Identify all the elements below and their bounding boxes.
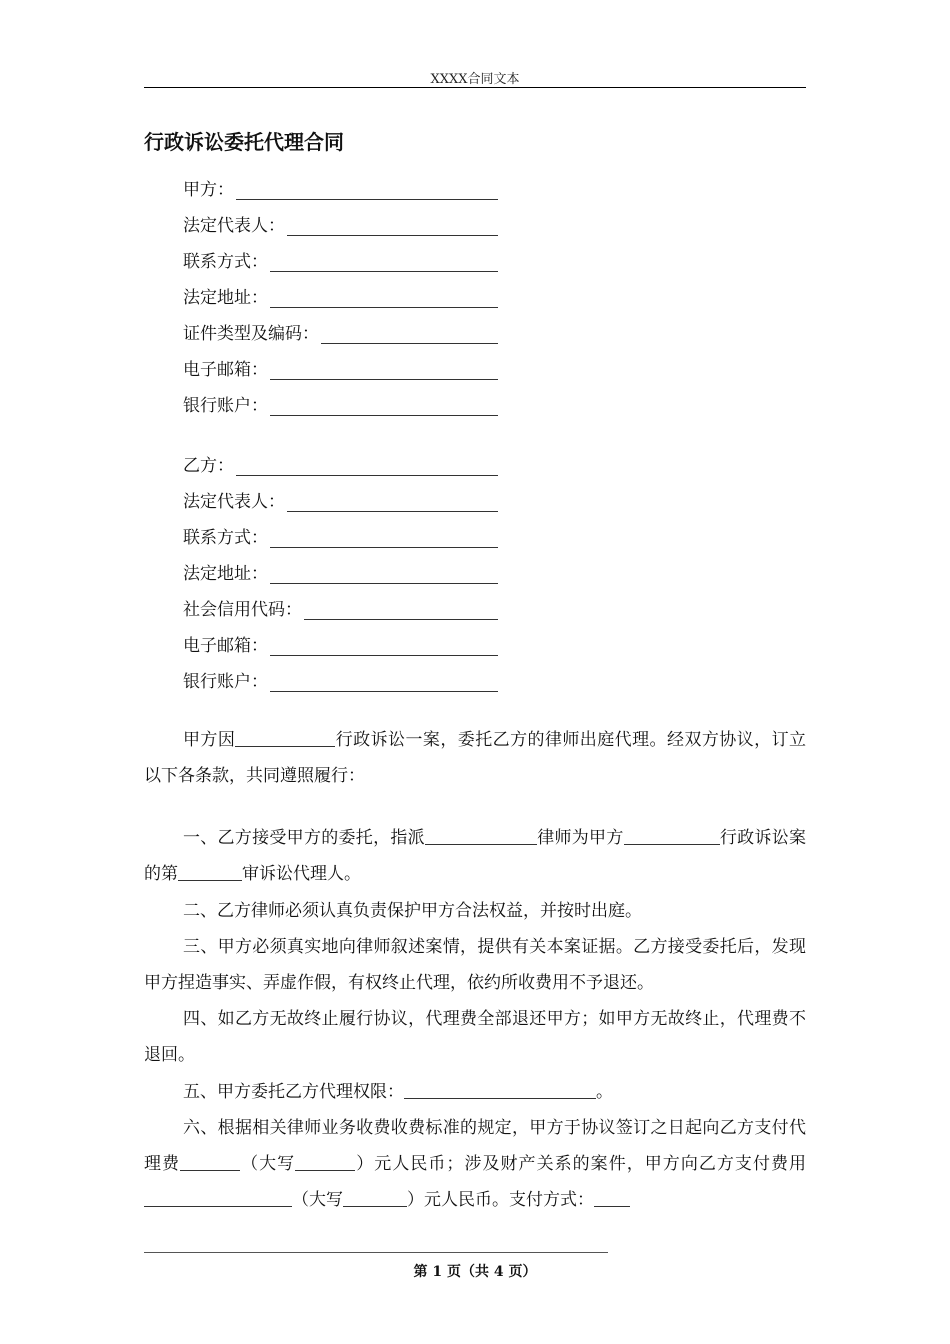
party-b-contact-field[interactable]: 联系方式： <box>183 524 498 548</box>
party-b-credit-code-field[interactable]: 社会信用代码： <box>183 596 498 620</box>
page-number: 第 1 页（共 4 页） <box>413 1264 537 1280</box>
authority-blank[interactable] <box>404 1082 596 1099</box>
party-b-legal-rep-field[interactable]: 法定代表人： <box>183 488 498 512</box>
fee-blank[interactable] <box>180 1154 240 1171</box>
party-a-bank-field[interactable]: 银行账户： <box>183 392 498 416</box>
page-header: XXXX合同文本 <box>430 72 520 87</box>
clause-6: 六、根据相关律师业务收费收费标准的规定，甲方于协议签订之日起向乙方支付代理费 （大写 ）元人民币；涉及财产关系的案件，甲方向乙方支付费用（大写 ）元人民币。支付方式： <box>144 1118 807 1210</box>
party-b-email-field[interactable]: 电子邮箱： <box>183 632 498 656</box>
clause-2: 二、乙方律师必须认真负责保护甲方合法权益，并按时出庭。 <box>183 901 642 921</box>
property-fee-blank[interactable] <box>144 1190 292 1207</box>
clause-4: 四、如乙方无故终止履行协议，代理费全部退还甲方；如甲方无故终止，代理费不退回。 <box>144 1009 806 1065</box>
payment-method-blank[interactable] <box>594 1190 630 1207</box>
party-a-name-field[interactable]: 甲方： <box>183 176 498 200</box>
footer-divider <box>144 1252 608 1253</box>
party-b-name-field[interactable]: 乙方： <box>183 452 498 476</box>
case-name-blank[interactable] <box>624 828 720 845</box>
fee-uppercase-blank[interactable] <box>295 1154 355 1171</box>
clause-3: 三、甲方必须真实地向律师叙述案情，提供有关本案证据。乙方接受委托后，发现甲方捏造事实、弄虚作假，有权终止代理，依约所收费用不予退还。 <box>144 937 806 993</box>
party-a-address-field[interactable]: 法定地址： <box>183 284 498 308</box>
lawyer-blank[interactable] <box>425 828 537 845</box>
party-a-id-field[interactable]: 证件类型及编码： <box>183 320 498 344</box>
party-b-address-field[interactable]: 法定地址： <box>183 560 498 584</box>
clause-5: 五、甲方委托乙方代理权限： 。 <box>183 1082 613 1102</box>
party-a-email-field[interactable]: 电子邮箱： <box>183 356 498 380</box>
property-fee-uppercase-blank[interactable] <box>343 1190 407 1207</box>
header-divider <box>144 87 806 88</box>
case-blank[interactable] <box>235 730 335 747</box>
instance-blank[interactable] <box>178 864 242 881</box>
intro-paragraph: 甲方因 行政诉讼一案，委托乙方的律师出庭代理。经双方协议，订立以下各条款，共同遵照履行： <box>144 730 807 786</box>
clause-1: 一、乙方接受甲方的委托，指派 律师为甲方 行政诉讼案的第 审诉讼代理人。 <box>144 828 807 884</box>
party-a-legal-rep-field[interactable]: 法定代表人： <box>183 212 498 236</box>
document-title: 行政诉讼委托代理合同 <box>144 130 344 154</box>
party-b-bank-field[interactable]: 银行账户： <box>183 668 498 692</box>
party-a-contact-field[interactable]: 联系方式： <box>183 248 498 272</box>
